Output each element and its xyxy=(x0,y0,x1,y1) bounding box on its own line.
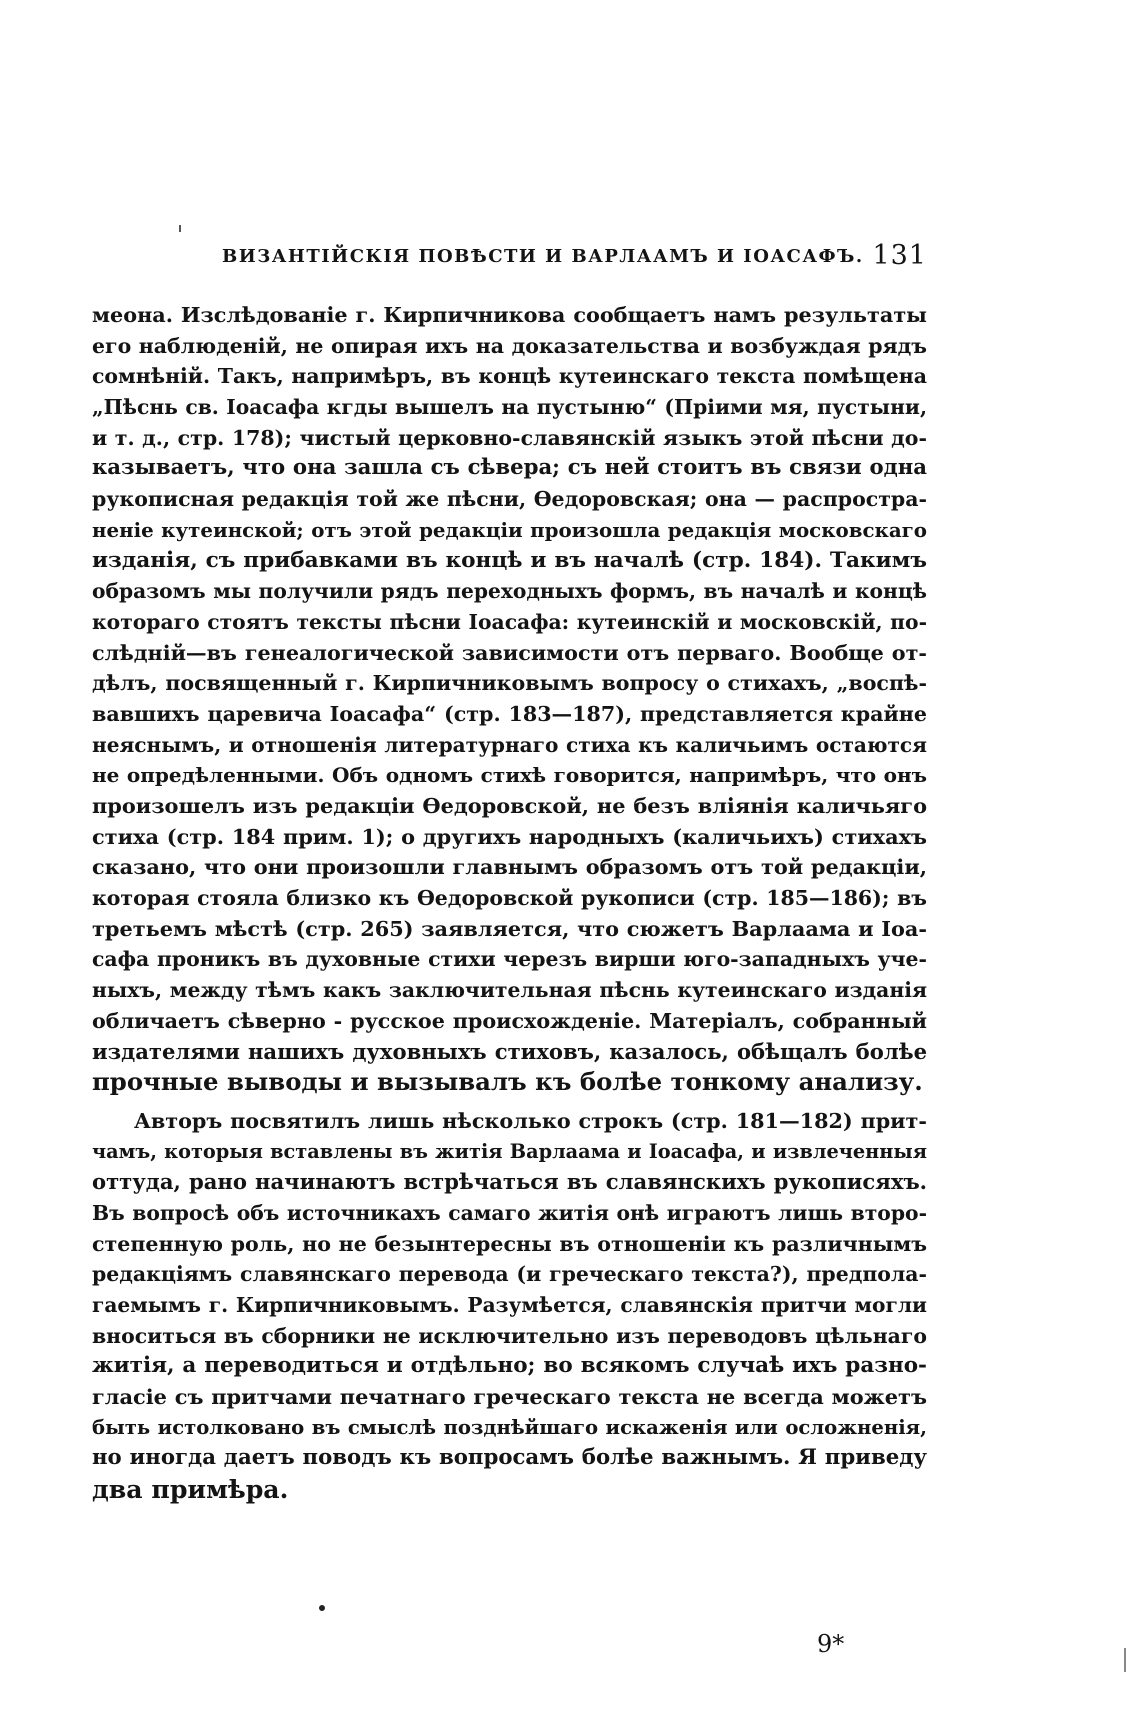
text-line: котораго стоятъ тексты пѣсни Іоасафа: кутеинскій и московскій, по- xyxy=(92,609,927,634)
text-line: но иногда даетъ поводъ къ вопросамъ болѣе важнымъ. Я приведу xyxy=(92,1445,927,1471)
text-line: изданія, съ прибавками въ концѣ и въ началѣ (стр. 184). Такимъ xyxy=(92,547,927,573)
paragraph-gap xyxy=(92,1098,927,1106)
text-line: вноситься въ сборники не исключительно изъ переводовъ цѣльнаго xyxy=(92,1323,927,1348)
body-text xyxy=(92,300,927,1505)
text-line: издателями нашихъ духовныхъ стиховъ, казалось, обѣщалъ болѣе xyxy=(92,1038,927,1064)
text-line: произошелъ изъ редакціи Ѳедоровской, не безъ вліянія каличьяго xyxy=(92,793,927,818)
text-line: „Пѣснь св. Іоасафа кгды вышелъ на пустыню“ (Пріими мя, пустыни, xyxy=(92,395,927,420)
text-line: дѣлъ, посвященный г. Кирпичниковымъ вопросу о стихахъ, „воспѣ- xyxy=(92,671,927,696)
ink-dot xyxy=(319,1605,325,1611)
text-line: стиха (стр. 184 прим. 1); о другихъ народныхъ (каличьихъ) стихахъ xyxy=(92,823,927,849)
text-line: сказано, что они произошли главнымъ образомъ отъ той редакціи, xyxy=(92,854,927,880)
text-line: образомъ мы получили рядъ переходныхъ формъ, въ началѣ и концѣ xyxy=(92,579,927,604)
text-line: неяснымъ, и отношенія литературнаго стиха къ каличьимъ остаются xyxy=(92,732,927,757)
text-line: слѣдній—въ генеалогической зависимости отъ перваго. Вообще от- xyxy=(92,640,927,665)
text-line: третьемъ мѣстѣ (стр. 265) заявляется, что сюжетъ Варлаама и Іоа- xyxy=(92,915,927,941)
page-number: 131 xyxy=(872,240,927,271)
text-line: рукописная редакція той же пѣсни, Ѳедоровская; она — распростра- xyxy=(92,487,927,512)
text-line: гаемымъ г. Кирпичниковымъ. Разумѣется, славянскія притчи могли xyxy=(92,1293,927,1317)
text-line: его наблюденій, не опирая ихъ на доказательства и возбуждая рядъ xyxy=(92,333,927,358)
text-line: сомнѣній. Такъ, напримѣръ, въ концѣ кутеинскаго текста помѣщена xyxy=(92,364,927,389)
running-header xyxy=(222,240,927,280)
paragraph-1 xyxy=(92,300,927,1098)
text-line: два примѣра. xyxy=(92,1474,289,1505)
text-line: не опредѣленными. Объ одномъ стихѣ говорится, напримѣръ, что онъ xyxy=(92,763,927,788)
text-line: прочные выводы и вызывалъ къ болѣе тонкому анализу. xyxy=(92,1067,923,1097)
text-line: обличаетъ сѣверно - русское происхожденіе. Матеріалъ, собранный xyxy=(92,1008,927,1033)
scan-edge-mark xyxy=(1124,1648,1126,1672)
text-line: чамъ, которыя вставлены въ житія Варлаама и Іоасафа, и извлеченныя xyxy=(92,1139,927,1163)
text-line: казываетъ, что она зашла съ сѣвера; съ ней стоитъ въ связи одна xyxy=(92,455,927,481)
text-line: которая стояла близко къ Ѳедоровской рукописи (стр. 185—186); въ xyxy=(92,886,927,911)
text-line: вавшихъ царевича Іоасафа“ (стр. 183—187), представляется крайне xyxy=(92,701,927,726)
text-line: оттуда, рано начинаютъ встрѣчаться въ славянскихъ рукописяхъ. xyxy=(92,1169,927,1195)
text-line: редакціямъ славянскаго перевода (и греческаго текста?), предпола- xyxy=(92,1262,927,1287)
print-tick-mark xyxy=(179,225,181,232)
text-line: быть истолковано въ смыслѣ позднѣйшаго искаженія или осложненія, xyxy=(92,1415,927,1439)
paragraph-2 xyxy=(92,1106,927,1505)
running-title: ВИЗАНТІЙСКІЯ ПОВѢСТИ И ВАРЛААМЪ И ІОАСАФЪ. xyxy=(222,246,864,267)
text-line: Авторъ посвятилъ лишь нѣсколько строкъ (стр. 181—182) прит- xyxy=(134,1108,927,1133)
signature-mark: 9* xyxy=(817,1630,845,1658)
text-line: Въ вопросѣ объ источникахъ самаго житія онѣ играютъ лишь второ- xyxy=(92,1200,927,1225)
text-line: степенную роль, но не безынтересны въ отношеніи къ различнымъ xyxy=(92,1231,927,1256)
text-line: и т. д., стр. 178); чистый церковно-славянскій языкъ этой пѣсни до- xyxy=(92,425,927,450)
text-line: неніе кутеинской; отъ этой редакціи произошла редакція московскаго xyxy=(92,517,927,542)
text-line: меона. Изслѣдованіе г. Кирпичникова сообщаетъ намъ результаты xyxy=(92,302,927,327)
text-line: ныхъ, между тѣмъ какъ заключительная пѣснь кутеинскаго изданія xyxy=(92,978,927,1003)
text-line: гласіе съ притчами печатнаго греческаго текста не всегда можетъ xyxy=(92,1384,927,1410)
text-line: сафа проникъ въ духовные стихи черезъ вирши юго-западныхъ уче- xyxy=(92,947,927,972)
text-line: житія, а переводиться и отдѣльно; во всякомъ случаѣ ихъ разно- xyxy=(92,1353,927,1379)
